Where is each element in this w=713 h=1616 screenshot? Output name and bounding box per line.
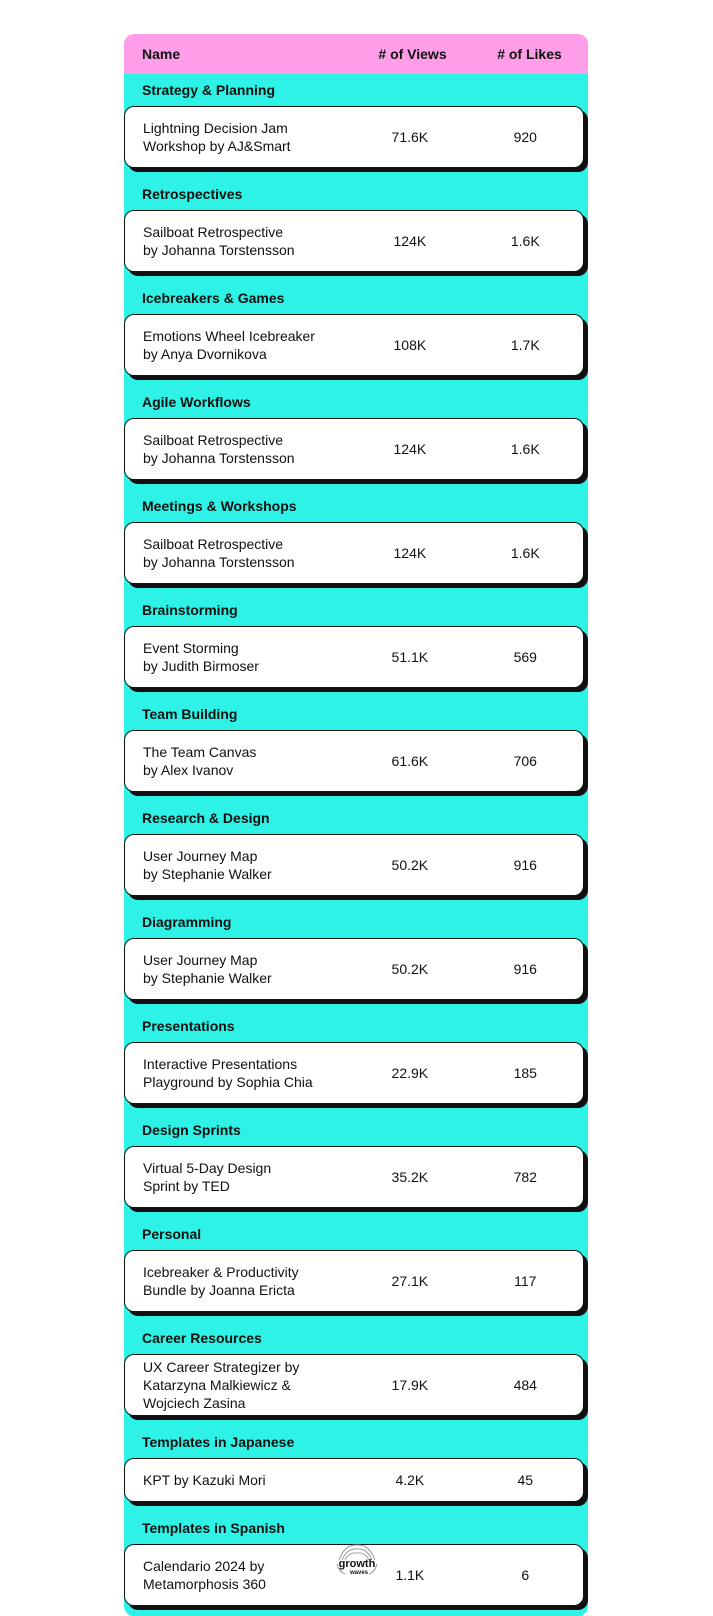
views-count: 50.2K <box>391 961 429 977</box>
category-section <box>124 698 588 802</box>
category-label: Design Sprints <box>142 1122 241 1138</box>
likes-count: 117 <box>514 1273 537 1289</box>
category-section <box>124 1426 588 1512</box>
category-label: Icebreakers & Games <box>142 290 285 306</box>
category-label: Strategy & Planning <box>142 82 276 98</box>
header-views: # of Views <box>378 46 447 62</box>
category-label: Templates in Japanese <box>142 1434 295 1450</box>
views-count: 17.9K <box>391 1377 429 1393</box>
views-count: 35.2K <box>391 1169 429 1185</box>
template-name: Virtual 5-Day Design Sprint by TED <box>143 1160 272 1194</box>
table-row[interactable] <box>124 1146 584 1208</box>
template-name: User Journey Map by Stephanie Walker <box>143 848 272 882</box>
category-section <box>124 906 588 1010</box>
views-count: 4.2K <box>395 1472 425 1488</box>
category-label: Brainstorming <box>142 602 238 618</box>
table-row[interactable] <box>124 730 584 792</box>
templates-table <box>124 34 588 1616</box>
logo-text-line1: growth <box>338 1558 376 1570</box>
table-row[interactable] <box>124 1042 584 1104</box>
views-count: 51.1K <box>391 649 429 665</box>
table-row[interactable] <box>124 314 584 376</box>
views-count: 61.6K <box>391 753 429 769</box>
category-label: Agile Workflows <box>142 394 251 410</box>
category-label: Team Building <box>142 706 238 722</box>
template-name: Sailboat Retrospective by Johanna Torstensson <box>143 224 295 258</box>
category-label: Meetings & Workshops <box>142 498 297 514</box>
template-name: Emotions Wheel Icebreaker by Anya Dvornikova <box>143 328 315 362</box>
header-likes: # of Likes <box>497 46 562 62</box>
template-name: Interactive Presentations Playground by Sophia Chia <box>143 1056 313 1090</box>
likes-count: 782 <box>513 1169 537 1185</box>
table-row[interactable] <box>124 106 584 168</box>
table-header <box>124 34 588 74</box>
views-count: 50.2K <box>391 857 429 873</box>
likes-count: 569 <box>513 649 537 665</box>
category-section <box>124 1114 588 1218</box>
category-label: Templates in Spanish <box>142 1520 285 1536</box>
table-row[interactable] <box>124 1458 584 1502</box>
category-label: Personal <box>142 1226 202 1242</box>
likes-count: 1.6K <box>510 441 540 457</box>
views-count: 124K <box>393 441 427 457</box>
template-name: Sailboat Retrospective by Johanna Torstensson <box>143 536 295 570</box>
category-label: Retrospectives <box>142 186 243 202</box>
category-label: Research & Design <box>142 810 270 826</box>
likes-count: 920 <box>513 129 537 145</box>
likes-count: 916 <box>513 857 537 873</box>
category-section <box>124 74 588 178</box>
views-count: 27.1K <box>391 1273 429 1289</box>
category-section <box>124 1010 588 1114</box>
template-name: Icebreaker & Productivity Bundle by Joanna Ericta <box>143 1264 299 1298</box>
template-name: UX Career Strategizer by Katarzyna Malkiewicz & Wojciech Zasina <box>143 1359 300 1411</box>
template-name: Event Storming by Judith Birmoser <box>143 640 259 674</box>
category-section <box>124 178 588 282</box>
views-count: 124K <box>393 233 427 249</box>
views-count: 22.9K <box>391 1065 429 1081</box>
views-count: 108K <box>393 337 427 353</box>
table-row[interactable] <box>124 210 584 272</box>
table-row[interactable] <box>124 418 584 480</box>
likes-count: 916 <box>513 961 537 977</box>
likes-count: 45 <box>517 1472 534 1488</box>
template-name: Sailboat Retrospective by Johanna Torstensson <box>143 432 295 466</box>
category-section <box>124 1322 588 1426</box>
template-name: Lightning Decision Jam Workshop by AJ&Smart <box>143 120 291 154</box>
category-section <box>124 282 588 386</box>
template-name: User Journey Map by Stephanie Walker <box>143 952 272 986</box>
template-name: Calendario 2024 by Metamorphosis 360 <box>143 1558 266 1592</box>
likes-count: 706 <box>513 753 537 769</box>
template-name: KPT by Kazuki Mori <box>143 1472 266 1488</box>
views-count: 1.1K <box>395 1567 425 1583</box>
table-row[interactable] <box>124 938 584 1000</box>
likes-count: 1.7K <box>510 337 540 353</box>
category-section <box>124 386 588 490</box>
template-name: The Team Canvas by Alex Ivanov <box>143 744 257 778</box>
views-count: 71.6K <box>391 129 429 145</box>
header-name: Name <box>142 46 181 62</box>
category-label: Presentations <box>142 1018 235 1034</box>
category-label: Career Resources <box>142 1330 262 1346</box>
likes-count: 1.6K <box>510 233 540 249</box>
category-label: Diagramming <box>142 914 232 930</box>
likes-count: 1.6K <box>510 545 540 561</box>
category-section <box>124 490 588 594</box>
logo-text-line2: waves <box>349 1570 369 1576</box>
table-body <box>124 74 588 1616</box>
table-row[interactable] <box>124 834 584 896</box>
likes-count: 185 <box>513 1065 537 1081</box>
category-section <box>124 594 588 698</box>
likes-count: 6 <box>521 1567 530 1583</box>
table-row[interactable] <box>124 1250 584 1312</box>
category-section <box>124 1218 588 1322</box>
growth-waves-logo <box>331 1540 383 1580</box>
table-row[interactable] <box>124 1354 584 1416</box>
views-count: 124K <box>393 545 427 561</box>
category-section <box>124 802 588 906</box>
table-row[interactable] <box>124 626 584 688</box>
likes-count: 484 <box>513 1377 537 1393</box>
table-row[interactable] <box>124 522 584 584</box>
